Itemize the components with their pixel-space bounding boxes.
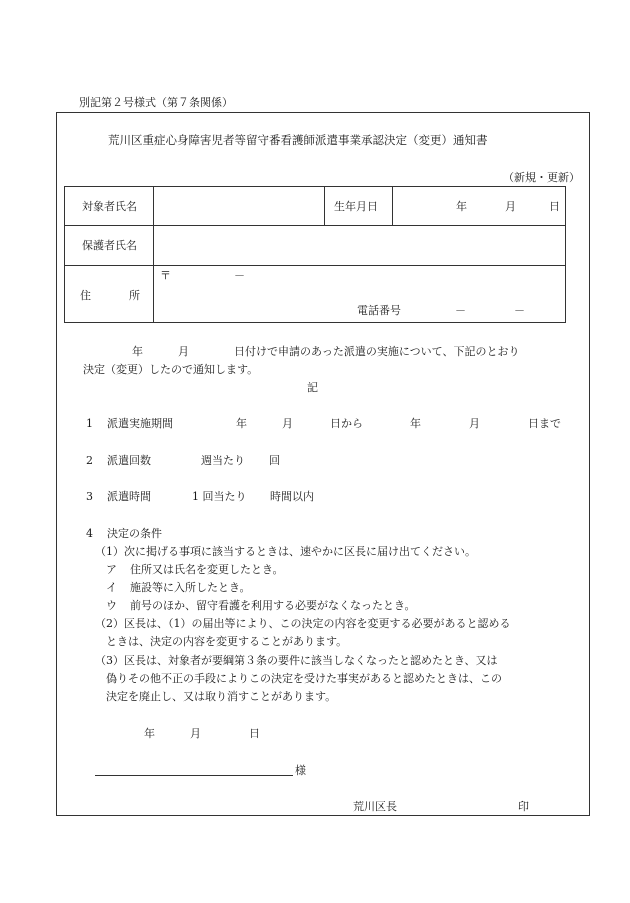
phone-label: 電話番号 <box>357 304 401 317</box>
table-divider <box>65 225 565 226</box>
condition-1c: 前号のほか、留守看護を利用する必要がなくなったとき。 <box>130 599 416 612</box>
table-divider <box>324 187 325 225</box>
frequency-unit: 回 <box>269 454 280 467</box>
item-number: 1 <box>86 417 93 430</box>
seal-mark: 印 <box>518 800 529 813</box>
frequency-label: 派遣回数 <box>107 454 151 467</box>
phone-dash: － <box>514 304 525 317</box>
intro-line-1: 日付けで申請のあった派遣の実施について、下記のとおり <box>234 345 520 358</box>
duration-per-visit: 1 回当たり <box>192 490 247 503</box>
period-start-year: 年 <box>236 417 247 430</box>
recipient-honorific: 様 <box>295 764 306 777</box>
issue-year: 年 <box>144 727 155 740</box>
condition-3-line-2: 偽りその他不正の手段によりこの決定を受けた事実があると認めたときは、この <box>106 672 502 685</box>
form-label: 別記第２号様式（第７条関係） <box>79 96 233 109</box>
birth-year-label: 年 <box>456 200 467 213</box>
intro-year: 年 <box>132 345 143 358</box>
period-end-day: 日まで <box>528 417 561 430</box>
duration-label: 派遣時間 <box>107 490 151 503</box>
address-label-2: 所 <box>129 289 140 302</box>
condition-3-line-3: 決定を廃止し、又は取り消すことがあります。 <box>106 690 337 703</box>
table-divider <box>65 265 565 266</box>
condition-1c-mark: ウ <box>106 599 117 612</box>
condition-2-line-1: （2）区長は、（1）の届出等により、この決定の内容を変更する必要があると認める <box>95 617 511 630</box>
item-number: 4 <box>86 527 93 540</box>
conditions-label: 決定の条件 <box>107 527 162 540</box>
period-end-month: 月 <box>469 417 480 430</box>
intro-line-2: 決定（変更）したので通知します。 <box>83 363 259 376</box>
period-end-year: 年 <box>410 417 421 430</box>
item-number: 2 <box>86 454 93 467</box>
issue-day: 日 <box>249 727 260 740</box>
period-label: 派遣実施期間 <box>107 417 173 430</box>
intro-month: 月 <box>178 345 189 358</box>
guardian-name-label: 保護者氏名 <box>82 239 137 252</box>
condition-3-line-1: （3）区長は、対象者が要綱第３条の要件に該当しなくなったと認めたとき、又は <box>95 654 498 667</box>
duration-unit: 時間以内 <box>270 490 314 503</box>
condition-1b-mark: イ <box>106 581 117 594</box>
birth-day-label: 日 <box>549 200 560 213</box>
condition-1a-mark: ア <box>106 563 117 576</box>
subject-name-label: 対象者氏名 <box>82 200 137 213</box>
condition-1b: 施設等に入所したとき。 <box>130 581 251 594</box>
ki-heading: 記 <box>307 381 318 394</box>
document-title: 荒川区重症心身障害児者等留守番看護師派遣事業承認決定（変更）通知書 <box>108 133 488 147</box>
condition-1: （1）次に掲げる事項に該当するときは、速やかに区長に届け出てください。 <box>95 545 476 558</box>
applicant-table <box>64 186 566 323</box>
issuer-name: 荒川区長 <box>353 800 397 813</box>
type-note: （新規・更新） <box>503 171 580 184</box>
birth-date-label: 生年月日 <box>334 200 378 213</box>
condition-2-line-2: ときは、決定の内容を変更することがあります。 <box>106 635 348 648</box>
postal-dash: － <box>234 269 245 282</box>
item-number: 3 <box>86 490 93 503</box>
table-divider <box>153 187 154 322</box>
postal-mark: 〒 <box>160 269 171 282</box>
address-label-1: 住 <box>80 289 91 302</box>
issue-month: 月 <box>190 727 201 740</box>
phone-dash: － <box>455 304 466 317</box>
condition-1a: 住所又は氏名を変更したとき。 <box>130 563 284 576</box>
birth-month-label: 月 <box>505 200 516 213</box>
frequency-per-week: 週当たり <box>201 454 245 467</box>
recipient-name-line <box>95 775 293 776</box>
table-divider <box>392 187 393 225</box>
period-start-month: 月 <box>282 417 293 430</box>
period-start-day: 日から <box>330 417 363 430</box>
